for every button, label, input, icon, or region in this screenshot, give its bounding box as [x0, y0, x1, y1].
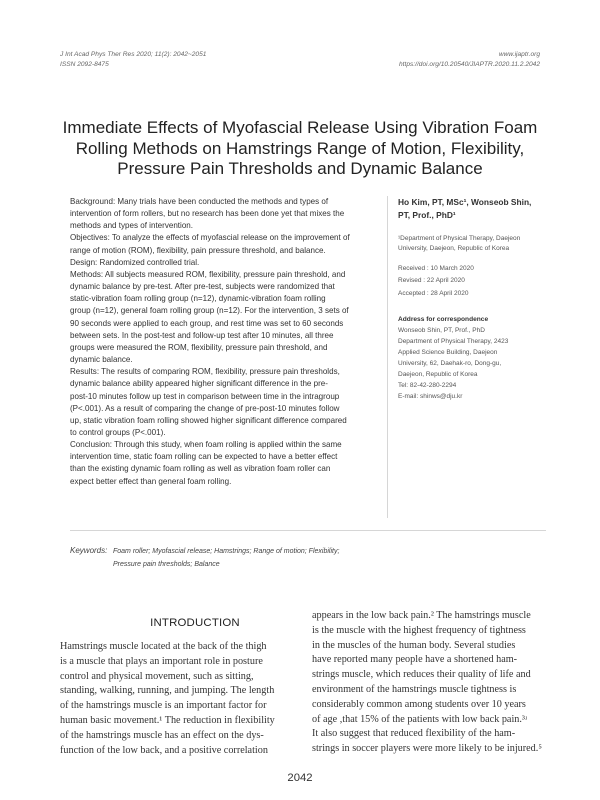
body-line: of the hamstrings muscle is an important factor for — [60, 700, 267, 712]
abstract-line: dynamic balance ability appeared higher significant difference in the pre- — [70, 379, 328, 389]
body-line: standing, walking, running, and jumping. The length — [60, 685, 275, 697]
abstract-line: 90 seconds were applied to each group, and rest time was set to 60 seconds — [70, 318, 344, 328]
abstract-conclusion — [70, 439, 376, 488]
body-line: environment of the hamstrings muscle tightness is — [312, 683, 517, 695]
abstract-line: than the existing dynamic foam rolling as well as vibration foam roller can — [70, 464, 331, 474]
abstract-line: group (n=12), general foam rolling group (n=12). For the intervention, 3 sets of — [70, 306, 349, 316]
accepted-date: Accepted : 28 April 2020 — [398, 289, 469, 297]
body-line: of the hamstrings muscle has an effect on the dys- — [60, 729, 264, 741]
correspondence-line: Wonseob Shin, PT, Prof., PhD — [398, 326, 485, 334]
body-line: in the muscles of the human body. Several studies — [312, 639, 516, 651]
abstract-line: methods and types of intervention. — [70, 221, 194, 231]
abstract-line: intervention of form rollers, but no research has been done yet that mixes the — [70, 209, 345, 219]
revised-date: Revised : 22 April 2020 — [398, 277, 465, 285]
correspondence-phone: Tel: 82-42-280-2294 — [398, 382, 457, 390]
page-number: 2042 — [287, 772, 313, 784]
article-dates — [398, 263, 546, 301]
body-line: considerably common among students over 10 years — [312, 698, 526, 710]
body-line: function of the low back, and a positive correlation — [60, 744, 268, 756]
body-line: It also suggest that reduced flexibility of the ham- — [312, 728, 516, 740]
abstract-line: Conclusion: Through this study, when foam rolling is applied within the same — [70, 440, 342, 450]
journal-website-link[interactable]: www.ijaptr.org — [498, 51, 540, 58]
body-line: of age ,that 15% of the patients with low back pain.³ʴ — [312, 713, 528, 725]
abstract-line: static-vibration foam rolling group (n=12), dynamic-vibration foam rolling — [70, 294, 326, 304]
received-date: Received : 10 March 2020 — [398, 264, 474, 272]
keywords-label: Keywords: — [70, 546, 108, 555]
abstract-line: (P<.001). As a result of comparing the change of pre-post-10 minutes follow — [70, 403, 340, 413]
abstract — [70, 196, 376, 488]
keywords-line: Foam roller; Myofascial release; Hamstrings; Range of motion; Flexibility; — [113, 548, 340, 555]
body-line: appears in the low back pain.² The hamstrings muscle — [312, 610, 531, 621]
author-line: PT, Prof., PhD¹ — [398, 209, 456, 220]
body-line: is the muscle with the highest frequency of tightness — [312, 624, 526, 636]
introduction-left-column — [60, 640, 330, 758]
affiliation — [398, 234, 546, 255]
abstract-line: Background: Many trials have been conducted the methods and types of — [70, 197, 329, 206]
abstract-line: up, static vibration foam rolling showed higher significant difference compared — [70, 415, 347, 425]
keywords-list — [113, 546, 533, 571]
abstract-line: between sets. In the post-test and follow-up test after 10 minutes, all three — [70, 330, 334, 340]
introduction-right-column — [312, 609, 542, 757]
abstract-line: dynamic balance by pre-test. After pre-test, subjects were randomized that — [70, 282, 335, 292]
body-line: strings in soccer players were more likely to be injured.⁵ — [312, 743, 542, 755]
correspondence-email[interactable]: E-mail: shinws@dju.kr — [398, 393, 463, 401]
body-line: strings muscle, which reduces their quality of life and — [312, 669, 531, 681]
article-info-sidebar — [398, 196, 546, 402]
abstract-line: dynamic balance. — [70, 355, 133, 365]
body-line: human basic movement.¹ The reduction in flexibility — [60, 714, 275, 726]
author-list — [398, 196, 546, 222]
body-line: is a muscle that plays an important role in posture — [60, 655, 263, 667]
journal-link-block — [399, 50, 540, 70]
abstract-line: Methods: All subjects measured ROM, flexibility, pressure pain threshold, and — [70, 269, 346, 279]
correspondence-line: Daejeon, Republic of Korea — [398, 370, 478, 378]
body-line: have reported many people have a shortened ham- — [312, 654, 518, 666]
abstract-background — [70, 196, 376, 232]
introduction-heading: INTRODUCTION — [150, 617, 240, 629]
abstract-line: range of motion (ROM), flexibility, pain pressure threshold, and balance. — [70, 245, 326, 255]
correspondence-details — [398, 325, 546, 403]
abstract-line: intervention time, static foam rolling can be expected to have a better effect — [70, 452, 338, 462]
correspondence-line: Department of Physical Therapy, 2423 — [398, 337, 509, 345]
correspondence-line: Applied Science Building, Daejeon — [398, 348, 498, 356]
abstract-design — [70, 257, 376, 269]
body-line: control and physical movement, such as sitting, — [60, 670, 254, 682]
abstract-methods — [70, 269, 376, 366]
abstract-results — [70, 366, 376, 439]
abstract-line: expect better effect than general foam rolling. — [70, 476, 232, 486]
correspondence-line: University, 62, Daehak-ro, Dong-gu, — [398, 359, 502, 367]
correspondence-heading: Address for correspondence — [398, 315, 489, 323]
abstract-line: post-10 minutes follow up test in comparison between time in the intragroup — [70, 391, 340, 401]
abstract-line: Design: Randomized controlled trial. — [70, 257, 200, 267]
issn: ISSN 2092-8475 — [60, 61, 109, 68]
body-line: Hamstrings muscle located at the back of the thigh — [60, 641, 267, 652]
abstract-line: groups were measured the ROM, flexibility, pressure pain threshold, and — [70, 342, 328, 352]
affiliation-line: University, Daejeon, Republic of Korea — [398, 245, 510, 253]
abstract-objectives — [70, 232, 376, 256]
journal-citation-block — [60, 50, 206, 70]
journal-citation: J Int Acad Phys Ther Res 2020; 11(2): 2042~2051 — [60, 51, 207, 58]
keywords-line: Pressure pain thresholds; Balance — [113, 560, 220, 568]
column-divider — [387, 196, 388, 518]
keywords-divider — [70, 530, 546, 531]
affiliation-line: ¹Department of Physical Therapy, Daejeon — [398, 234, 521, 242]
abstract-line: to control groups (P<.001). — [70, 427, 166, 437]
doi-link[interactable]: https://doi.org/10.20540/JIAPTR.2020.11.2.2042 — [398, 61, 540, 68]
author-line: Ho Kim, PT, MSc¹, Wonseob Shin, — [398, 197, 532, 207]
abstract-line: Objectives: To analyze the effects of myofascial release on the improvement of — [70, 233, 350, 243]
paper-title: Immediate Effects of Myofascial Release Using Vibration Foam Rolling Methods on Hamstrings Range of Motion, Flexibility, Pressure Pain Thresholds and Dynamic Balance — [62, 118, 538, 178]
abstract-line: Results: The results of comparing ROM, flexibility, pressure pain thresholds, — [70, 367, 340, 377]
